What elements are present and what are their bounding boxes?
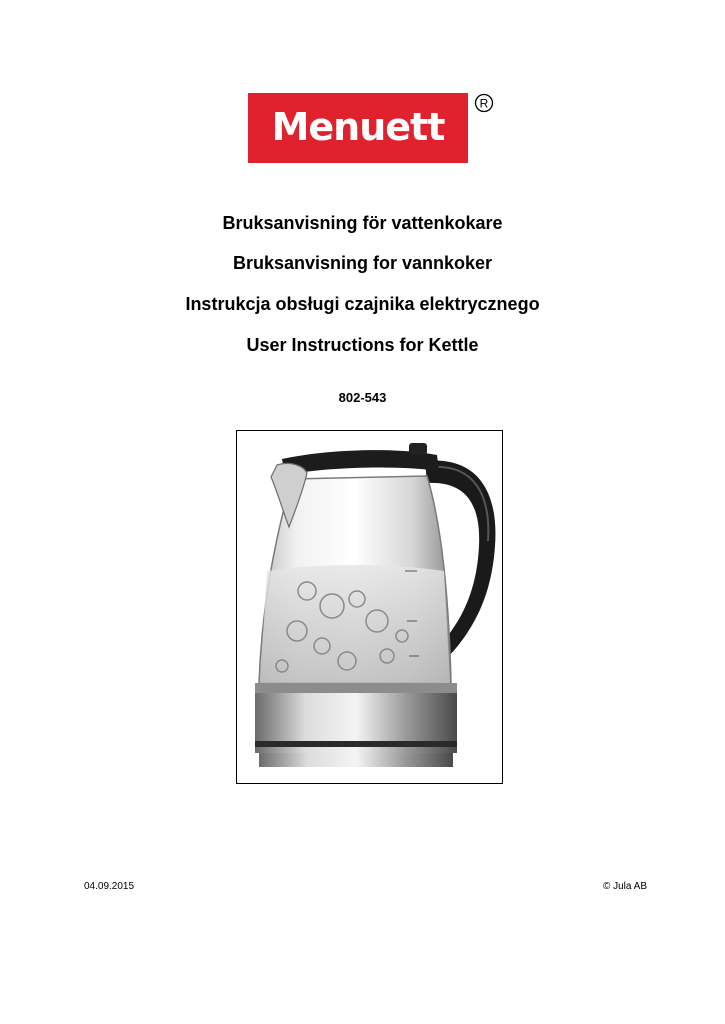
brand-logo xyxy=(248,93,474,163)
logo-badge xyxy=(248,93,468,163)
registered-mark-icon xyxy=(474,93,494,113)
model-number: 802-543 xyxy=(338,390,387,405)
kettle-photo-icon xyxy=(237,431,503,784)
title-polish: Instrukcja obsługi czajnika elektrycznego xyxy=(185,294,540,314)
footer-copyright: © Jula AB xyxy=(602,881,647,892)
title-swedish: Bruksanvisning för vattenkokare xyxy=(222,213,503,233)
title-english: User Instructions for Kettle xyxy=(246,335,479,355)
footer-date: 04.09.2015 xyxy=(84,881,135,892)
svg-text:R: R xyxy=(479,96,489,111)
title-norwegian: Bruksanvisning for vannkoker xyxy=(232,253,493,273)
logo-wordmark: Menuett xyxy=(271,105,445,149)
product-photo xyxy=(236,430,503,784)
